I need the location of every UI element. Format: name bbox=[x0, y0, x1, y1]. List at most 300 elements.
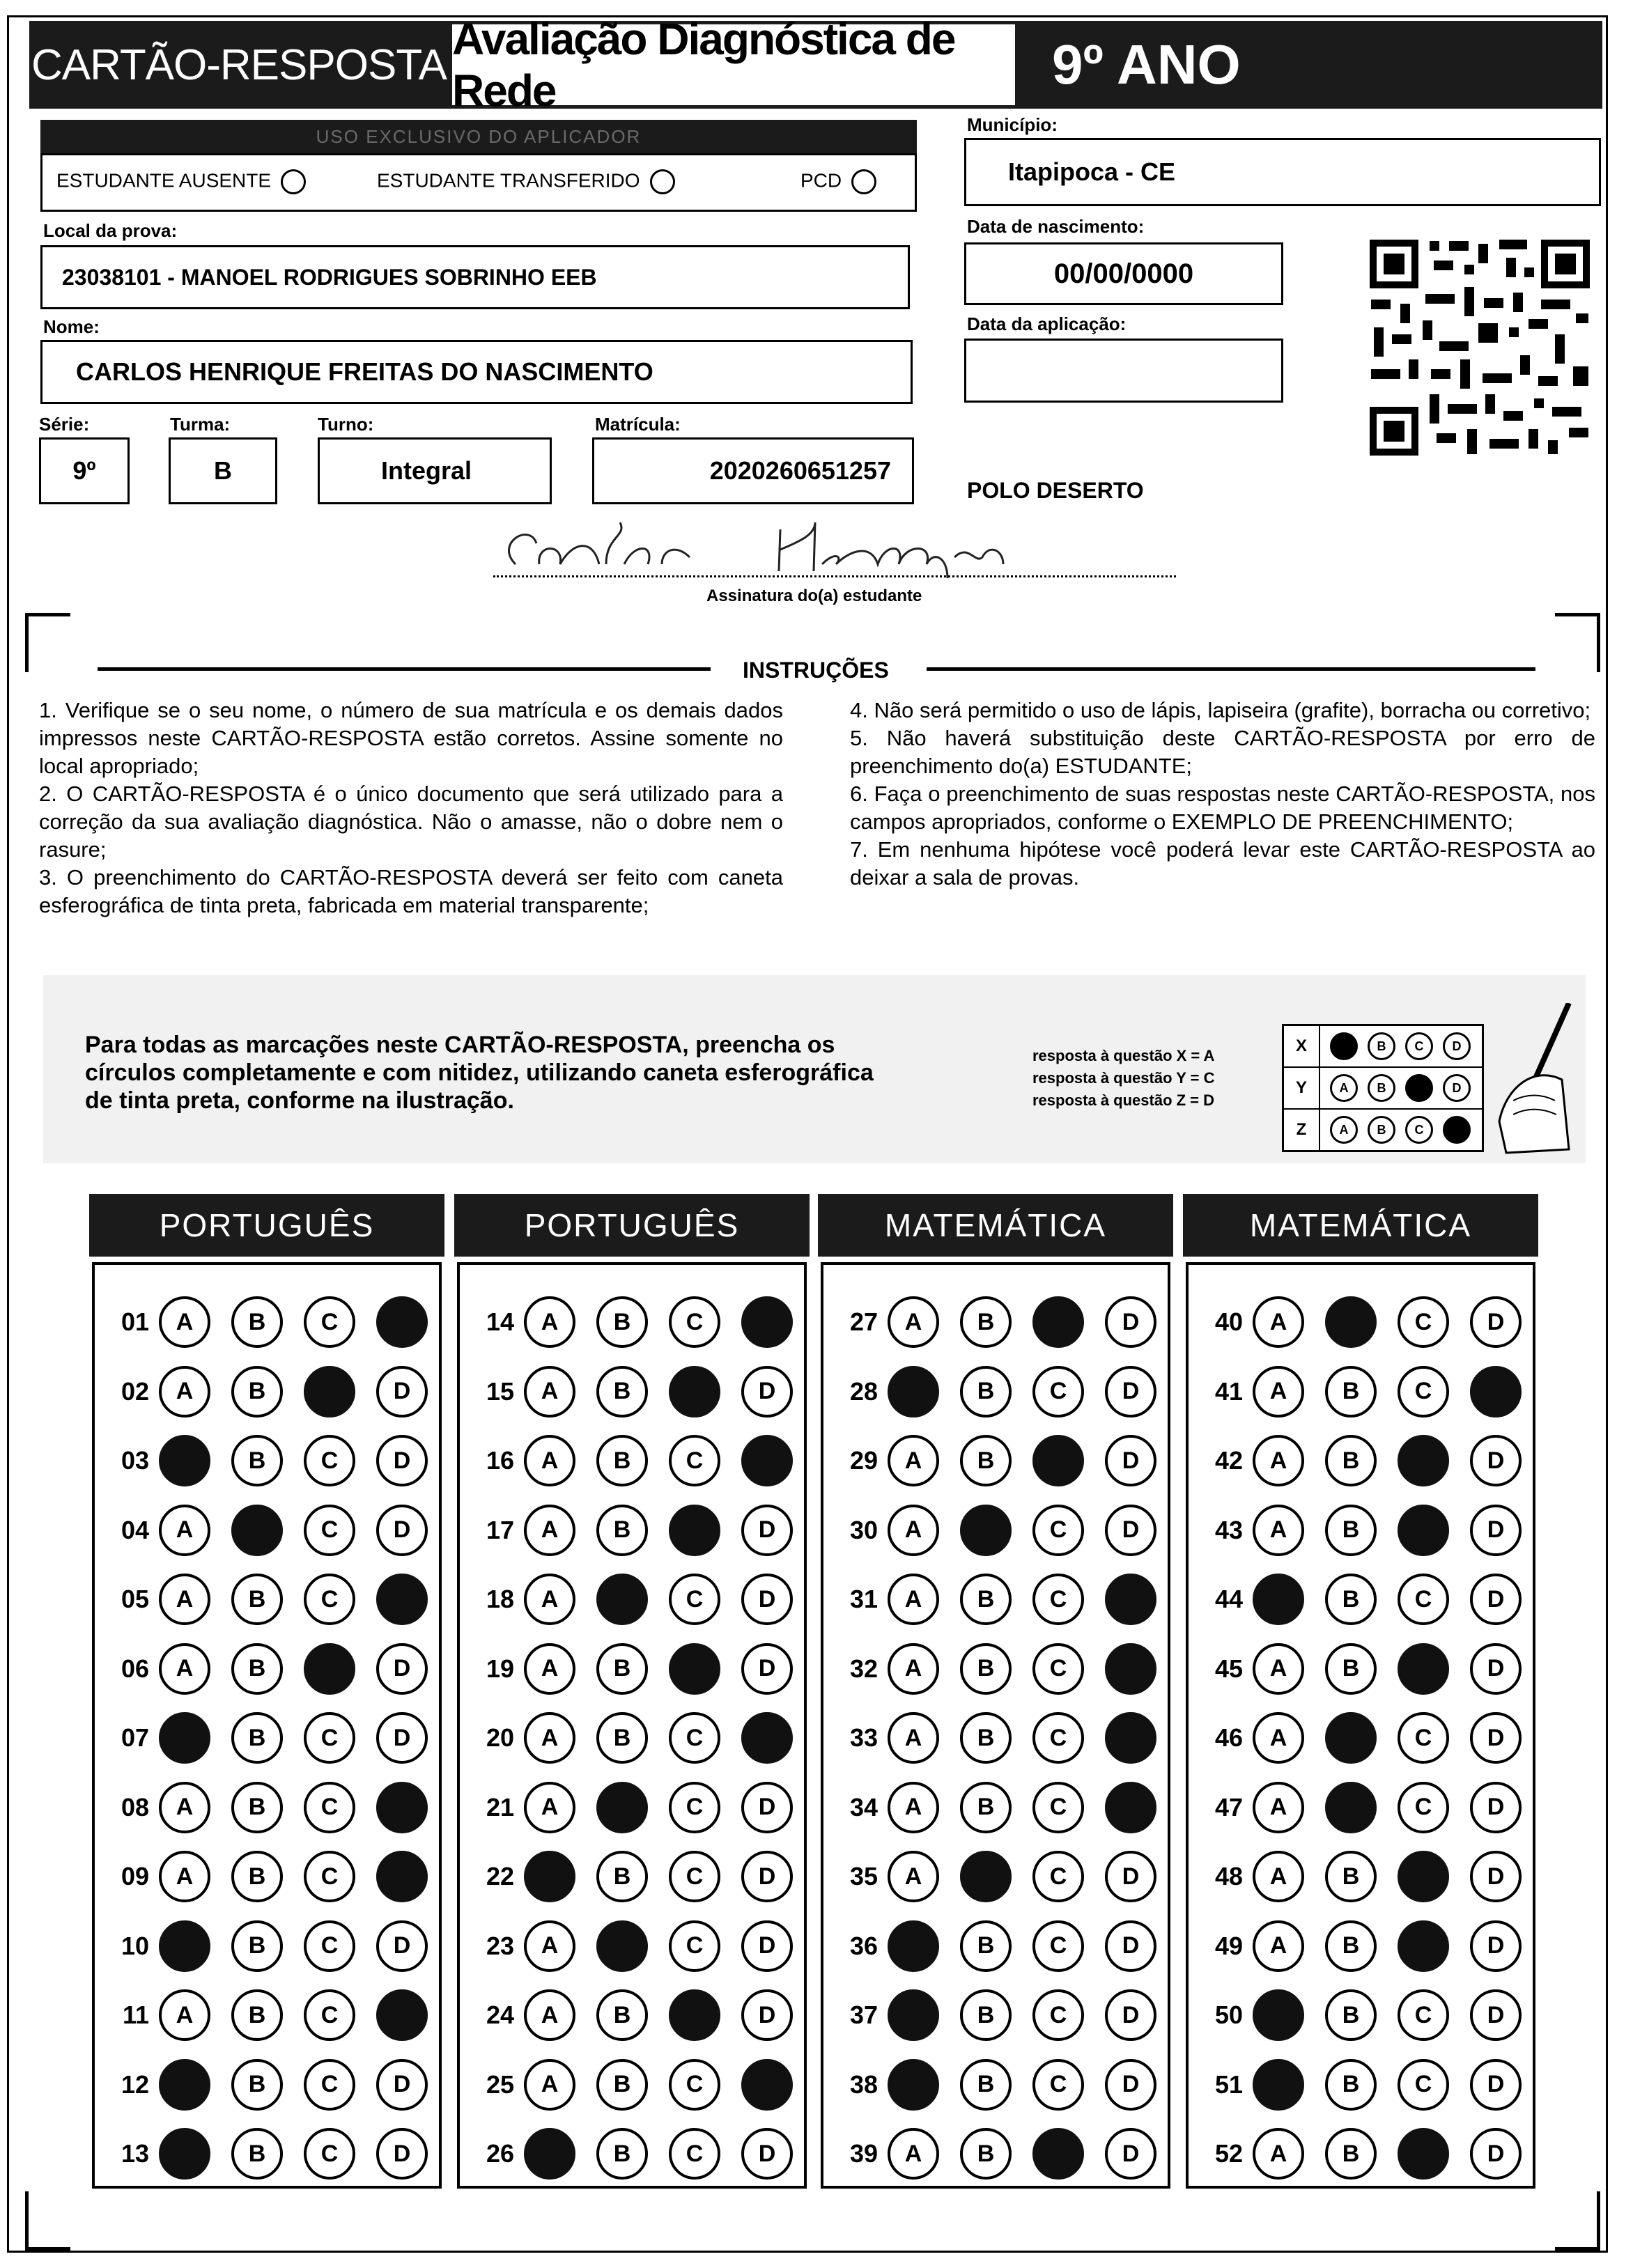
answer-bubble-b[interactable]: B bbox=[596, 2059, 648, 2111]
question-number: 51 bbox=[1214, 2069, 1243, 2099]
answer-bubble-d[interactable]: D bbox=[1105, 1435, 1156, 1486]
instruction-5: 5. Não haverá substituição deste CARTÃO-RESPOSTA por erro de preenchimento do(a) ESTUDANTE; bbox=[850, 726, 1595, 778]
question-row bbox=[829, 1780, 1177, 1835]
answer-bubble-a[interactable]: A bbox=[159, 1643, 210, 1695]
answer-bubble-c[interactable]: C bbox=[304, 1920, 355, 1972]
answer-bubble-b[interactable]: B bbox=[960, 1643, 1012, 1695]
question-row bbox=[829, 1849, 1177, 1904]
answer-bubble-b[interactable]: B bbox=[1325, 1989, 1377, 2041]
answer-bubble-c[interactable]: C bbox=[1398, 1435, 1449, 1486]
answer-bubble-d[interactable]: D bbox=[376, 1643, 428, 1695]
answer-bubble-c[interactable]: C bbox=[669, 1782, 720, 1833]
answer-bubble-d[interactable]: D bbox=[376, 1851, 428, 1902]
example-legend bbox=[1032, 1045, 1214, 1112]
answer-bubble-a[interactable]: A bbox=[159, 1782, 210, 1833]
pcd-option[interactable] bbox=[800, 169, 876, 194]
question-row bbox=[829, 1571, 1177, 1627]
question-row bbox=[829, 1918, 1177, 1974]
answer-bubble-a[interactable]: A bbox=[524, 2059, 575, 2111]
answer-bubble-a[interactable]: A bbox=[888, 1366, 939, 1418]
question-number: 43 bbox=[1214, 1515, 1243, 1544]
answer-bubble-a[interactable]: A bbox=[524, 1574, 575, 1625]
answer-bubble-b[interactable]: B bbox=[1325, 1643, 1377, 1695]
question-number: 10 bbox=[121, 1931, 149, 1960]
answer-bubble-b[interactable]: B bbox=[596, 1643, 648, 1695]
answer-bubble-a[interactable]: A bbox=[524, 1435, 575, 1486]
question-row bbox=[100, 1294, 449, 1350]
answer-bubble-c[interactable]: C bbox=[1398, 1712, 1449, 1764]
answer-bubble-a[interactable]: A bbox=[1253, 1505, 1304, 1556]
answer-bubble-d[interactable]: D bbox=[741, 1574, 793, 1625]
answer-bubble-a[interactable]: A bbox=[888, 1435, 939, 1486]
answer-bubble-a[interactable]: A bbox=[159, 1574, 210, 1625]
answer-bubble-d[interactable]: D bbox=[1470, 1712, 1522, 1764]
answer-bubble-c[interactable]: C bbox=[669, 1435, 720, 1486]
answer-bubble-b[interactable]: B bbox=[596, 1574, 648, 1625]
answer-bubble-b[interactable]: B bbox=[596, 1851, 648, 1902]
answer-bubble-c[interactable]: C bbox=[669, 1505, 720, 1556]
answer-bubble-c[interactable]: C bbox=[304, 2059, 355, 2111]
question-number: 22 bbox=[486, 1862, 514, 1890]
question-number: 11 bbox=[122, 2001, 149, 2029]
answer-bubble-c[interactable]: C bbox=[1398, 1851, 1449, 1902]
signature-line bbox=[493, 575, 1176, 577]
column-title: MATEMÁTICA bbox=[1183, 1194, 1538, 1257]
answer-bubble-b[interactable]: B bbox=[596, 1920, 648, 1972]
example-row bbox=[1284, 1068, 1482, 1110]
answer-bubble-c[interactable]: C bbox=[669, 1296, 720, 1348]
answer-bubble-a[interactable]: A bbox=[524, 1505, 575, 1556]
example-row-label: X bbox=[1284, 1026, 1320, 1066]
answer-bubble-b[interactable]: B bbox=[231, 1851, 283, 1902]
absent-bubble[interactable] bbox=[281, 169, 306, 194]
answer-bubble-d[interactable]: D bbox=[376, 1920, 428, 1972]
answer-bubble-c[interactable]: C bbox=[1398, 2128, 1449, 2180]
answer-bubble-c[interactable]: C bbox=[304, 1643, 355, 1695]
answer-bubble-a[interactable]: A bbox=[524, 2128, 575, 2180]
answer-bubble-d[interactable]: D bbox=[1105, 2059, 1156, 2111]
answer-bubble-d[interactable]: D bbox=[1105, 1366, 1156, 1418]
answer-bubble-b[interactable]: B bbox=[1325, 2128, 1377, 2180]
answer-bubble-b[interactable]: B bbox=[960, 1366, 1012, 1418]
answer-bubble-d[interactable]: D bbox=[1470, 1366, 1522, 1418]
transferred-label: ESTUDANTE TRANSFERIDO bbox=[377, 169, 640, 192]
answer-bubble-c[interactable]: C bbox=[304, 1989, 355, 2041]
example-bubble-c: C bbox=[1405, 1116, 1433, 1144]
answer-bubble-c[interactable]: C bbox=[304, 1366, 355, 1418]
answer-bubble-c[interactable]: C bbox=[1032, 1435, 1084, 1486]
answer-bubble-a[interactable]: A bbox=[1253, 1851, 1304, 1902]
frame-corner-br bbox=[1555, 2191, 1600, 2251]
answer-bubble-d[interactable]: D bbox=[1105, 1920, 1156, 1972]
question-number: 41 bbox=[1214, 1376, 1243, 1406]
answer-bubble-d[interactable]: D bbox=[741, 1643, 793, 1695]
question-number: 48 bbox=[1214, 1862, 1243, 1890]
answer-bubble-b[interactable]: B bbox=[960, 2128, 1012, 2180]
answer-bubble-b[interactable]: B bbox=[596, 1712, 648, 1764]
transferred-bubble[interactable] bbox=[650, 169, 675, 194]
answer-bubble-b[interactable]: B bbox=[1325, 1296, 1377, 1348]
answer-bubble-a[interactable]: A bbox=[159, 1505, 210, 1556]
instruction-1: 1. Verifique se o seu nome, o número de sua matrícula e os demais dados impressos neste CARTÃO-RESPOSTA estão corretos. Assine somente no local apropriado; bbox=[39, 698, 783, 778]
birth-label: Data de nascimento: bbox=[967, 216, 1145, 237]
answer-bubble-a[interactable]: A bbox=[159, 1435, 210, 1486]
answer-bubble-d[interactable]: D bbox=[1105, 1989, 1156, 2041]
answer-bubble-a[interactable]: A bbox=[159, 1920, 210, 1972]
question-row bbox=[1194, 1641, 1542, 1697]
answer-bubble-c[interactable]: C bbox=[669, 2128, 720, 2180]
answer-bubble-a[interactable]: A bbox=[888, 1782, 939, 1833]
answer-bubble-a[interactable]: A bbox=[524, 1296, 575, 1348]
answer-bubble-d[interactable]: D bbox=[1105, 1851, 1156, 1902]
answer-bubble-b[interactable]: B bbox=[231, 1505, 283, 1556]
question-number: 02 bbox=[121, 1376, 149, 1406]
answer-bubble-d[interactable]: D bbox=[1105, 2128, 1156, 2180]
answer-bubble-b[interactable]: B bbox=[1325, 1782, 1377, 1833]
answer-bubble-d[interactable]: D bbox=[1470, 1574, 1522, 1625]
answer-bubble-c[interactable]: C bbox=[1032, 2059, 1084, 2111]
answer-bubble-a[interactable]: A bbox=[524, 1851, 575, 1902]
example-bubble-d: D bbox=[1443, 1032, 1471, 1060]
answer-bubble-d[interactable]: D bbox=[741, 1296, 793, 1348]
answer-bubble-c[interactable]: C bbox=[1398, 1505, 1449, 1556]
turma-field: B bbox=[169, 437, 277, 504]
answer-bubble-b[interactable]: B bbox=[231, 1782, 283, 1833]
answer-bubble-b[interactable]: B bbox=[231, 1574, 283, 1625]
answer-bubble-b[interactable]: B bbox=[596, 2128, 648, 2180]
answer-bubble-c[interactable]: C bbox=[304, 1851, 355, 1902]
question-row bbox=[1194, 1502, 1542, 1558]
signature-handwriting bbox=[488, 515, 1170, 585]
answer-bubble-a[interactable]: A bbox=[1253, 2059, 1304, 2111]
answer-bubble-c[interactable]: C bbox=[669, 1574, 720, 1625]
answer-bubble-a[interactable]: A bbox=[1253, 1920, 1304, 1972]
question-column bbox=[821, 1262, 1170, 2189]
answer-bubble-a[interactable]: A bbox=[524, 1920, 575, 1972]
answer-bubble-b[interactable]: B bbox=[960, 1989, 1012, 2041]
answer-bubble-b[interactable]: B bbox=[1325, 1435, 1377, 1486]
answer-bubble-a[interactable]: A bbox=[1253, 1296, 1304, 1348]
answer-bubble-d[interactable]: D bbox=[1470, 2059, 1522, 2111]
question-number: 23 bbox=[486, 1931, 514, 1960]
answer-bubble-a[interactable]: A bbox=[159, 1989, 210, 2041]
serie-field: 9º bbox=[39, 437, 130, 504]
question-row bbox=[465, 2057, 814, 2113]
answer-bubble-c[interactable]: C bbox=[1398, 1574, 1449, 1625]
answer-bubble-c[interactable]: C bbox=[1398, 1989, 1449, 2041]
answer-bubble-c[interactable]: C bbox=[669, 2059, 720, 2111]
answer-bubble-c[interactable]: C bbox=[1398, 1782, 1449, 1833]
question-number: 47 bbox=[1214, 1792, 1243, 1822]
serie-label: Série: bbox=[39, 414, 90, 435]
question-number: 16 bbox=[486, 1446, 514, 1475]
answer-bubble-b[interactable]: B bbox=[960, 1296, 1012, 1348]
answer-bubble-d[interactable]: D bbox=[376, 1712, 428, 1764]
answer-bubble-c[interactable]: C bbox=[1032, 1712, 1084, 1764]
answer-bubble-a[interactable]: A bbox=[159, 1851, 210, 1902]
question-row bbox=[465, 1710, 814, 1766]
answer-bubble-a[interactable]: A bbox=[159, 1296, 210, 1348]
answer-bubble-b[interactable]: B bbox=[596, 1296, 648, 1348]
birth-field: 00/00/0000 bbox=[964, 242, 1283, 305]
answer-bubble-a[interactable]: A bbox=[888, 1989, 939, 2041]
answer-bubble-b[interactable]: B bbox=[960, 1851, 1012, 1902]
answer-bubble-a[interactable]: A bbox=[888, 1574, 939, 1625]
answer-bubble-b[interactable]: B bbox=[960, 1782, 1012, 1833]
answer-bubble-c[interactable]: C bbox=[669, 1643, 720, 1695]
answer-bubble-a[interactable]: A bbox=[888, 1296, 939, 1348]
answer-bubble-d[interactable]: D bbox=[376, 1574, 428, 1625]
question-number: 03 bbox=[121, 1446, 149, 1475]
answer-bubble-d[interactable]: D bbox=[1470, 1851, 1522, 1902]
answer-bubble-a[interactable]: A bbox=[524, 1366, 575, 1418]
answer-bubble-a[interactable]: A bbox=[888, 2128, 939, 2180]
pcd-bubble[interactable] bbox=[851, 169, 876, 194]
aplicacao-field bbox=[964, 339, 1283, 403]
answer-bubble-c[interactable]: C bbox=[1032, 1296, 1084, 1348]
answer-bubble-d[interactable]: D bbox=[1470, 2128, 1522, 2180]
answer-bubble-d[interactable]: D bbox=[1470, 1782, 1522, 1833]
answer-bubble-a[interactable]: A bbox=[159, 1712, 210, 1764]
answer-bubble-b[interactable]: B bbox=[231, 1920, 283, 1972]
question-number: 37 bbox=[849, 2001, 878, 2029]
answer-bubble-c[interactable]: C bbox=[1032, 1505, 1084, 1556]
question-row bbox=[465, 1918, 814, 1974]
answer-bubble-d[interactable]: D bbox=[741, 1505, 793, 1556]
answer-bubble-b[interactable]: B bbox=[1325, 1574, 1377, 1625]
example-bubble-d: D bbox=[1443, 1074, 1471, 1102]
answer-bubble-a[interactable]: A bbox=[1253, 1366, 1304, 1418]
answer-bubble-d[interactable]: D bbox=[741, 2059, 793, 2111]
answer-bubble-a[interactable]: A bbox=[888, 1920, 939, 1972]
example-row-label: Y bbox=[1284, 1068, 1320, 1108]
answer-bubble-b[interactable]: B bbox=[231, 1296, 283, 1348]
answer-bubble-c[interactable]: C bbox=[304, 1782, 355, 1833]
answer-bubble-c[interactable]: C bbox=[669, 1920, 720, 1972]
answer-bubble-b[interactable]: B bbox=[596, 1366, 648, 1418]
question-number: 19 bbox=[486, 1654, 514, 1683]
answer-bubble-a[interactable]: A bbox=[1253, 1435, 1304, 1486]
answer-bubble-b[interactable]: B bbox=[231, 2059, 283, 2111]
question-number: 50 bbox=[1214, 2001, 1243, 2029]
answer-bubble-a[interactable]: A bbox=[1253, 2128, 1304, 2180]
question-row bbox=[465, 1849, 814, 1904]
answer-bubble-d[interactable]: D bbox=[741, 1989, 793, 2041]
answer-bubble-d[interactable]: D bbox=[741, 1712, 793, 1764]
answer-bubble-d[interactable]: D bbox=[1470, 1505, 1522, 1556]
answer-bubble-c[interactable]: C bbox=[1398, 1643, 1449, 1695]
question-row bbox=[829, 1710, 1177, 1766]
answer-bubble-b[interactable]: B bbox=[1325, 1366, 1377, 1418]
answer-bubble-c[interactable]: C bbox=[304, 2128, 355, 2180]
answer-bubble-b[interactable]: B bbox=[231, 1643, 283, 1695]
example-text: Para todas as marcações neste CARTÃO-RESPOSTA, preencha os círculos completamente e com nitidez, utilizando caneta esferográfica de tinta preta, conforme na ilustração. bbox=[85, 1032, 874, 1114]
answer-bubble-c[interactable]: C bbox=[1032, 1366, 1084, 1418]
answer-bubble-c[interactable]: C bbox=[304, 1435, 355, 1486]
question-column bbox=[92, 1262, 442, 2189]
answer-bubble-b[interactable]: B bbox=[231, 1366, 283, 1418]
question-row bbox=[465, 1364, 814, 1420]
answer-bubble-d[interactable]: D bbox=[1105, 1782, 1156, 1833]
answer-bubble-a[interactable]: A bbox=[524, 1643, 575, 1695]
question-row bbox=[1194, 2126, 1542, 2182]
answer-bubble-c[interactable]: C bbox=[1032, 1851, 1084, 1902]
answer-bubble-d[interactable]: D bbox=[1105, 1643, 1156, 1695]
answer-bubble-d[interactable]: D bbox=[376, 1435, 428, 1486]
answer-bubble-b[interactable]: B bbox=[1325, 2059, 1377, 2111]
answer-bubble-c[interactable]: C bbox=[304, 1505, 355, 1556]
answer-bubble-d[interactable]: D bbox=[1105, 1505, 1156, 1556]
answer-bubble-b[interactable]: B bbox=[1325, 1505, 1377, 1556]
answer-bubble-d[interactable]: D bbox=[376, 2128, 428, 2180]
answer-bubble-b[interactable]: B bbox=[960, 1435, 1012, 1486]
answer-bubble-d[interactable]: D bbox=[1470, 1643, 1522, 1695]
answer-bubble-b[interactable]: B bbox=[231, 1989, 283, 2041]
answer-bubble-a[interactable]: A bbox=[888, 1712, 939, 1764]
answer-bubble-b[interactable]: B bbox=[960, 1920, 1012, 1972]
answer-bubble-c[interactable]: C bbox=[1398, 1920, 1449, 1972]
answer-bubble-c[interactable]: C bbox=[1032, 1643, 1084, 1695]
answer-bubble-d[interactable]: D bbox=[376, 1366, 428, 1418]
answer-bubble-a[interactable]: A bbox=[524, 1712, 575, 1764]
answer-bubble-c[interactable]: C bbox=[669, 1989, 720, 2041]
answer-bubble-d[interactable]: D bbox=[1470, 1296, 1522, 1348]
question-row bbox=[1194, 1433, 1542, 1489]
answer-bubble-d[interactable]: D bbox=[1105, 1712, 1156, 1764]
example-row bbox=[1284, 1110, 1482, 1150]
question-number: 25 bbox=[486, 2069, 514, 2099]
answer-bubble-a[interactable]: A bbox=[888, 1505, 939, 1556]
answer-bubble-a[interactable]: A bbox=[888, 1643, 939, 1695]
column-title: MATEMÁTICA bbox=[818, 1194, 1173, 1257]
answer-bubble-b[interactable]: B bbox=[231, 1435, 283, 1486]
answer-bubble-a[interactable]: A bbox=[524, 1989, 575, 2041]
matricula-label: Matrícula: bbox=[595, 414, 681, 435]
answer-bubble-c[interactable]: C bbox=[1032, 1782, 1084, 1833]
answer-bubble-c[interactable]: C bbox=[304, 1574, 355, 1625]
question-row bbox=[100, 1641, 449, 1697]
answer-bubble-a[interactable]: A bbox=[888, 2059, 939, 2111]
answer-bubble-d[interactable]: D bbox=[376, 1505, 428, 1556]
answer-bubble-d[interactable]: D bbox=[1105, 1296, 1156, 1348]
question-number: 31 bbox=[849, 1585, 878, 1613]
answer-bubble-c[interactable]: C bbox=[1398, 1366, 1449, 1418]
answer-bubble-b[interactable]: B bbox=[1325, 1920, 1377, 1972]
answer-bubble-d[interactable]: D bbox=[741, 1435, 793, 1486]
answer-bubble-d[interactable]: D bbox=[376, 2059, 428, 2111]
answer-bubble-a[interactable]: A bbox=[1253, 1574, 1304, 1625]
answer-bubble-c[interactable]: C bbox=[669, 1712, 720, 1764]
answer-bubble-b[interactable]: B bbox=[960, 1574, 1012, 1625]
card-title: CARTÃO-RESPOSTA bbox=[29, 21, 449, 109]
answer-bubble-c[interactable]: C bbox=[1398, 1296, 1449, 1348]
answer-bubble-a[interactable]: A bbox=[159, 2128, 210, 2180]
answer-bubble-a[interactable]: A bbox=[159, 1366, 210, 1418]
answer-bubble-c[interactable]: C bbox=[1032, 1989, 1084, 2041]
example-bubble-a: A bbox=[1330, 1032, 1358, 1060]
question-row bbox=[465, 1294, 814, 1350]
answer-bubble-c[interactable]: C bbox=[669, 1366, 720, 1418]
question-row bbox=[829, 1987, 1177, 2043]
answer-bubble-d[interactable]: D bbox=[376, 1782, 428, 1833]
answer-bubble-d[interactable]: D bbox=[1470, 1920, 1522, 1972]
answer-bubble-b[interactable]: B bbox=[596, 1782, 648, 1833]
legend-z: resposta à questão Z = D bbox=[1032, 1092, 1215, 1109]
answer-bubble-a[interactable]: A bbox=[888, 1851, 939, 1902]
applicator-bar: USO EXCLUSIVO DO APLICADOR bbox=[40, 120, 917, 153]
answer-bubble-b[interactable]: B bbox=[231, 1712, 283, 1764]
answer-bubble-a[interactable]: A bbox=[1253, 1782, 1304, 1833]
question-row bbox=[465, 1780, 814, 1835]
answer-bubble-a[interactable]: A bbox=[159, 2059, 210, 2111]
answer-bubble-c[interactable]: C bbox=[1398, 2059, 1449, 2111]
answer-bubble-d[interactable]: D bbox=[741, 1920, 793, 1972]
answer-bubble-d[interactable]: D bbox=[741, 1782, 793, 1833]
answer-bubble-c[interactable]: C bbox=[1032, 1920, 1084, 1972]
question-row bbox=[465, 1502, 814, 1558]
answer-bubble-b[interactable]: B bbox=[1325, 1712, 1377, 1764]
answer-bubble-d[interactable]: D bbox=[1470, 1989, 1522, 2041]
answer-bubble-d[interactable]: D bbox=[741, 1366, 793, 1418]
answer-bubble-b[interactable]: B bbox=[960, 2059, 1012, 2111]
frame-corner-tl bbox=[25, 613, 70, 672]
answer-bubble-c[interactable]: C bbox=[1032, 2128, 1084, 2180]
answer-bubble-a[interactable]: A bbox=[1253, 1643, 1304, 1695]
question-row bbox=[100, 1849, 449, 1904]
answer-bubble-a[interactable]: A bbox=[1253, 1989, 1304, 2041]
turno-field: Integral bbox=[318, 437, 552, 504]
municipio-field: Itapipoca - CE bbox=[964, 138, 1601, 206]
answer-bubble-d[interactable]: D bbox=[376, 1989, 428, 2041]
answer-bubble-b[interactable]: B bbox=[596, 1435, 648, 1486]
answer-bubble-d[interactable]: D bbox=[376, 1296, 428, 1348]
answer-bubble-c[interactable]: C bbox=[304, 1712, 355, 1764]
answer-bubble-d[interactable]: D bbox=[741, 1851, 793, 1902]
answer-bubble-a[interactable]: A bbox=[524, 1782, 575, 1833]
absent-option[interactable] bbox=[56, 169, 306, 194]
answer-bubble-b[interactable]: B bbox=[1325, 1851, 1377, 1902]
answer-bubble-d[interactable]: D bbox=[1105, 1574, 1156, 1625]
answer-bubble-c[interactable]: C bbox=[304, 1296, 355, 1348]
answer-bubble-c[interactable]: C bbox=[669, 1851, 720, 1902]
answer-bubble-b[interactable]: B bbox=[231, 2128, 283, 2180]
answer-bubble-b[interactable]: B bbox=[596, 1505, 648, 1556]
instruction-3: 3. O preenchimento do CARTÃO-RESPOSTA deverá ser feito com caneta esferográfica de tinta preta, fabricada em material transparente; bbox=[39, 865, 783, 917]
example-row bbox=[1284, 1026, 1482, 1068]
answer-bubble-d[interactable]: D bbox=[741, 2128, 793, 2180]
question-number: 34 bbox=[849, 1792, 878, 1822]
answer-bubble-d[interactable]: D bbox=[1470, 1435, 1522, 1486]
answer-bubble-b[interactable]: B bbox=[596, 1989, 648, 2041]
municipio-label: Município: bbox=[967, 114, 1058, 135]
turno-label: Turno: bbox=[318, 414, 374, 435]
question-row bbox=[465, 1433, 814, 1489]
answer-bubble-a[interactable]: A bbox=[1253, 1712, 1304, 1764]
question-number: 12 bbox=[121, 2069, 149, 2099]
question-number: 05 bbox=[121, 1585, 149, 1613]
answer-bubble-c[interactable]: C bbox=[1032, 1574, 1084, 1625]
nome-label: Nome: bbox=[43, 316, 100, 337]
instructions-right bbox=[850, 697, 1595, 892]
question-row bbox=[465, 1571, 814, 1627]
answer-bubble-b[interactable]: B bbox=[960, 1505, 1012, 1556]
example-bubble-c: C bbox=[1405, 1032, 1433, 1060]
question-number: 35 bbox=[849, 1862, 878, 1890]
transferred-option[interactable] bbox=[377, 169, 675, 194]
answer-bubble-b[interactable]: B bbox=[960, 1712, 1012, 1764]
qr-code-icon bbox=[1367, 237, 1593, 458]
question-number: 29 bbox=[849, 1446, 878, 1475]
